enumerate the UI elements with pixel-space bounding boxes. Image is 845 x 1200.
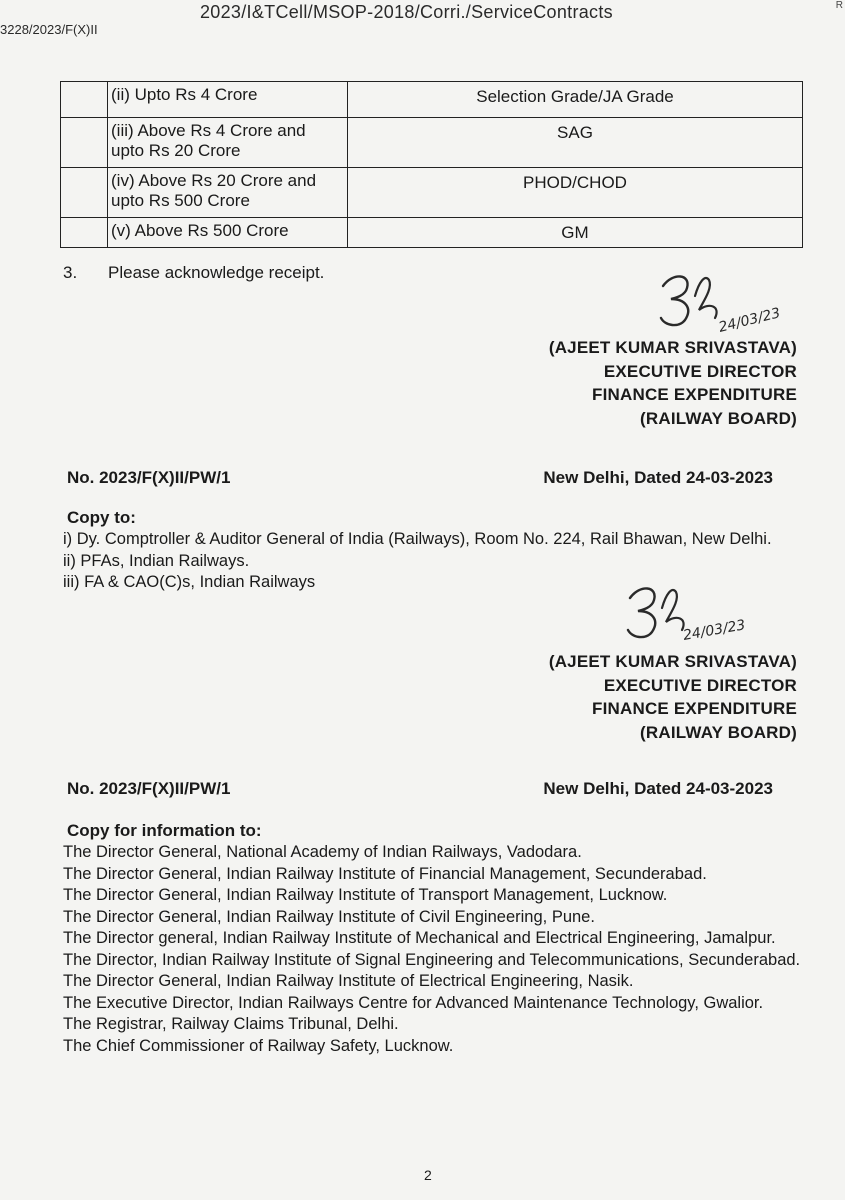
- grade-cell: SAG: [348, 118, 803, 168]
- paragraph-text: Please acknowledge receipt.: [108, 263, 325, 282]
- letter-number: No. 2023/F(X)II/PW/1: [67, 468, 231, 487]
- amount-cell: (v) Above Rs 500 Crore: [108, 218, 348, 248]
- table-row: [61, 218, 803, 248]
- table-row: [61, 82, 803, 118]
- table-row: [61, 118, 803, 168]
- handwritten-signature: [655, 268, 805, 340]
- copy-heading: Copy for information to:: [67, 821, 262, 840]
- list-item: ii) PFAs, Indian Railways.: [63, 551, 250, 570]
- signatory-office: (RAILWAY BOARD): [640, 722, 797, 742]
- reference-line: [67, 468, 773, 488]
- acknowledge-paragraph: [63, 263, 324, 283]
- reference-line: [67, 779, 773, 799]
- signatory-department: FINANCE EXPENDITURE: [592, 385, 797, 404]
- grade-cell: PHOD/CHOD: [348, 168, 803, 218]
- blank-cell: [61, 82, 108, 118]
- list-item: The Director General, National Academy of Indian Railways, Vadodara.: [63, 843, 582, 861]
- page-number: 2: [424, 1167, 432, 1183]
- amount-cell: (iii) Above Rs 4 Crore and upto Rs 20 Crore: [108, 118, 348, 168]
- signature-date: 24/03/23: [681, 617, 747, 644]
- list-item: The Registrar, Railway Claims Tribunal, Delhi.: [63, 1015, 399, 1033]
- letter-number: No. 2023/F(X)II/PW/1: [67, 779, 231, 798]
- signatory-office: (RAILWAY BOARD): [640, 408, 797, 428]
- list-item: The Director General, Indian Railway Institute of Electrical Engineering, Nasik.: [63, 972, 634, 990]
- signatory-name: (AJEET KUMAR SRIVASTAVA): [548, 652, 797, 671]
- paragraph-number: 3.: [63, 263, 78, 282]
- signatory-designation: EXECUTIVE DIRECTOR: [603, 361, 797, 381]
- signatory-block: [549, 336, 797, 430]
- list-item: The Executive Director, Indian Railways Centre for Advanced Maintenance Technology, Gwalior.: [63, 993, 764, 1012]
- place-date: New Delhi, Dated 24-03-2023: [543, 779, 773, 798]
- list-item: i) Dy. Comptroller & Auditor General of India (Railways), Room No. 224, Rail Bhawan, New Delhi.: [63, 530, 772, 548]
- signatory-department: FINANCE EXPENDITURE: [592, 699, 797, 718]
- table-row: [61, 168, 803, 218]
- list-item: The Director, Indian Railway Institute of Signal Engineering and Telecommunications, Secunderabad.: [63, 950, 801, 969]
- list-item: The Director General, Indian Railway Institute of Transport Management, Lucknow.: [63, 886, 668, 904]
- handwritten-signature: [622, 580, 772, 652]
- list-item: The Chief Commissioner of Railway Safety, Lucknow.: [63, 1036, 454, 1055]
- list-item: The Director General, Indian Railway Institute of Financial Management, Secunderabad.: [63, 864, 707, 883]
- grade-table: [60, 81, 803, 248]
- list-item: The Director general, Indian Railway Institute of Mechanical and Electrical Engineering, Jamalpur.: [63, 929, 776, 947]
- list-item: iii) FA & CAO(C)s, Indian Railways: [63, 573, 316, 591]
- signatory-designation: EXECUTIVE DIRECTOR: [603, 675, 797, 695]
- amount-cell: (iv) Above Rs 20 Crore and upto Rs 500 Crore: [108, 168, 348, 218]
- grade-cell: Selection Grade/JA Grade: [348, 82, 803, 118]
- copy-list: [63, 842, 803, 1057]
- file-number: 3228/2023/F(X)II: [0, 22, 98, 37]
- corner-mark: R: [835, 0, 843, 11]
- signature-date: 24/03/23: [717, 305, 782, 336]
- copy-heading: Copy to:: [67, 508, 136, 527]
- blank-cell: [61, 168, 108, 218]
- signatory-name: (AJEET KUMAR SRIVASTAVA): [548, 338, 797, 357]
- grade-cell: GM: [348, 218, 803, 248]
- blank-cell: [61, 218, 108, 248]
- place-date: New Delhi, Dated 24-03-2023: [543, 468, 773, 487]
- reference-header: 2023/I&TCell/MSOP-2018/Corri./ServiceContracts: [200, 2, 613, 22]
- blank-cell: [61, 118, 108, 168]
- amount-cell: (ii) Upto Rs 4 Crore: [108, 82, 348, 118]
- signatory-block: [549, 650, 797, 744]
- list-item: The Director General, Indian Railway Institute of Civil Engineering, Pune.: [63, 907, 595, 926]
